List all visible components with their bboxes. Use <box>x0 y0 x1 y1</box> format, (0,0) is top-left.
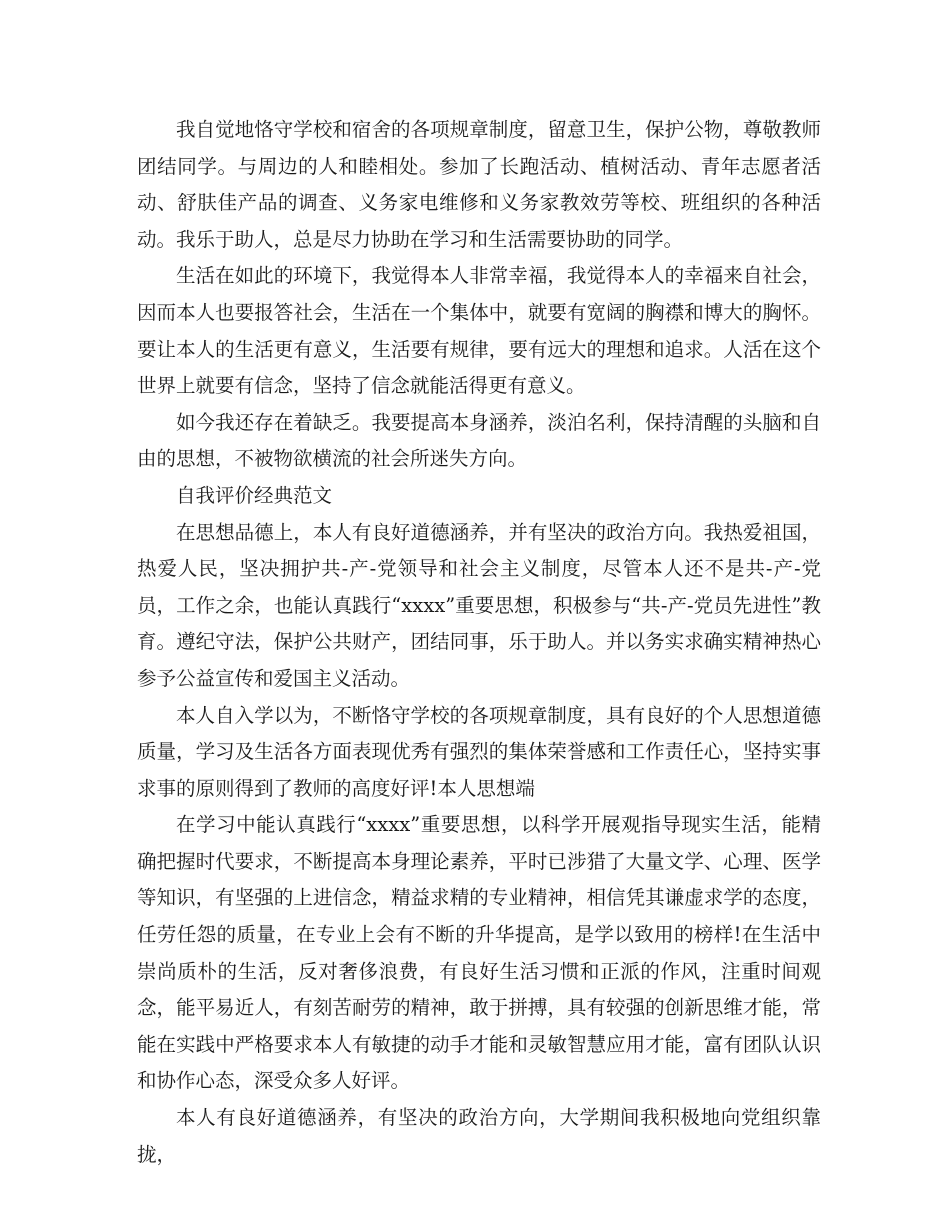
paragraph-discipline: 我自觉地恪守学校和宿舍的各项规章制度，留意卫生，保护公物，尊敬教师团结同学。与周边的人和睦相处。参加了长跑活动、植树活动、青年志愿者活动、舒肤佳产品的调查、义务家电维修和义务家教效劳等校、班组织的各种活动。我乐于助人，总是尽力协助在学习和生活需要协助的同学。 <box>137 118 821 251</box>
paragraph-political: 本人有良好道德涵养，有坚决的政治方向，大学期间我积极地向党组织靠拢， <box>137 1106 821 1166</box>
paragraph-life: 生活在如此的环境下，我觉得本人非常幸福，我觉得本人的幸福来自社会，因而本人也要报答社会，生活在一个集体中，就要有宽阔的胸襟和博大的胸怀。要让本人的生活更有意义，生活要有规律，要有远大的理想和追求。人活在这个世界上就要有信念，坚持了信念就能活得更有意义。 <box>137 264 821 398</box>
paragraph-ideology: 在思想品德上，本人有良好道德涵养，并有坚决的政治方向。我热爱祖国，热爱人民，坚决拥护共-产-党领导和社会主义制度，尽管本人还不是共-产-党员，工作之余，也能认真践行“xxxx”重要思想，积极参与“共-产-党员先进性”教育。遵纪守法，保护公共财产，团结同事，乐于助人。并以务实求确实精神热心参予公益宣传和爱国主义活动。 <box>137 520 821 690</box>
paragraph-study: 在学习中能认真践行“xxxx”重要思想，以科学开展观指导现实生活，能精确把握时代要求，不断提高本身理论素养，平时已涉猎了大量文学、心理、医学等知识，有坚强的上进信念，精益求精的专业精神，相信凭其谦虚求学的态度，任劳任怨的质量，在专业上会有不断的升华提高，是学以致用的榜样!在生活中崇尚质朴的生活，反对奢侈浪费，有良好生活习惯和正派的作风，注重时间观念，能平易近人，有刻苦耐劳的精神，敢于拼搏，具有较强的创新思维才能，常能在实践中严格要求本人有敏捷的动手才能和灵敏智慧应用才能，富有团队认识和协作心态，深受众多人好评。 <box>137 813 821 1093</box>
paragraph-shortcomings: 如今我还存在着缺乏。我要提高本身涵养，淡泊名利，保持清醒的头脑和自由的思想，不被物欲横流的社会所迷失方向。 <box>137 410 821 471</box>
document-body <box>137 112 821 1173</box>
section-heading: 自我评价经典范文 <box>176 483 333 507</box>
paragraph-school-rules: 本人自入学以为，不断恪守学校的各项规章制度，具有良好的个人思想道德质量，学习及生活各方面表现优秀有强烈的集体荣誉感和工作责任心，坚持实事求事的原则得到了教师的高度好评!本人思想端 <box>137 703 821 800</box>
